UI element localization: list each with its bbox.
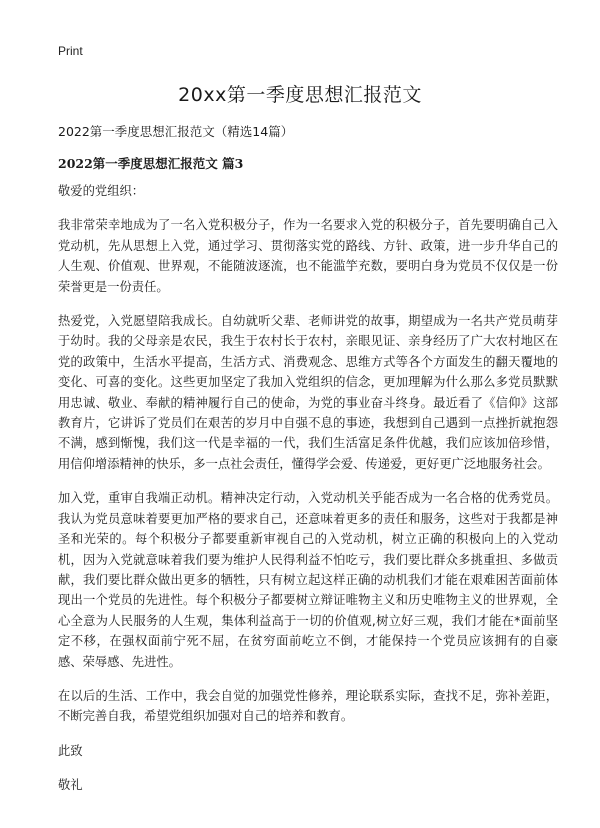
paragraph-2: 热爱党，入党愿望陪我成长。自幼就听父辈、老师讲党的故事，期望成为一名共产党员萌芽于幼时。我的父母亲是农民，我生于农村长于农村，亲眼见证、亲身经历了广大农村地区在党的政策中，生活水平提高，生活方式、消费观念、思维方式等各个方面发生的翻天覆地的变化、可喜的变化。这些更加坚定了我加入党组织的信念，更加理解为什么那么多党员默默用忠诚、敬业、奉献的精神履行自己的使命，为党的事业奋斗终身。最近看了《信仰》这部教育片，它讲诉了党员们在艰苦的岁月中自强不息的事迹，我想到自己遇到一点挫折就抱怨不满，感到惭愧，我们这一代是幸福的一代，我们生活富足条件优越，我们应该加倍珍惜，用信仰增添精神的快乐，多一点社会责任，懂得学会爱、传递爱，更好更广泛地服务社会。 [58, 314, 558, 471]
closing-line-1: 此致 [58, 743, 83, 758]
paragraph-3: 加入党，重审自我端正动机。精神决定行动，入党动机关乎能否成为一名合格的优秀党员。我认为党员意味着要更加严格的要求自己，还意味着更多的责任和服务，这些对于我都是神圣和光荣的。每个积极分子都要重新审视自己的入党动机，树立正确的积极向上的入党动机，因为入党就意味着我们要为维护人民得利益不怕吃亏，我们要比群众多挑重担、多做贡献，我们要比群众做出更多的牺牲，只有树立起这样正确的动机我们才能在艰难困苦面前体现出一个党员的先进性。每个积极分子都要树立辩证唯物主义和历史唯物主义的世界观，全心全意为人民服务的人生观，集体利益高于一切的价值观,树立好三观，我们才能在*面前坚定不移，在强权面前宁死不屈，在贫穷面前屹立不倒，才能保持一个党员应该拥有的自豪感、荣辱感、先进性。 [58, 491, 558, 669]
document-subtitle: 2022第一季度思想汇报范文（精选14篇） [58, 124, 294, 139]
closing-line-2: 敬礼 [58, 778, 83, 793]
salutation: 敬爱的党组织： [58, 184, 145, 198]
section-heading: 2022第一季度思想汇报范文 篇3 [58, 156, 244, 171]
document-body [58, 181, 558, 810]
paragraph-4: 在以后的生活、工作中，我会自觉的加强党性修养，理论联系实际，查找不足，弥补差距，不断完善自我，希望党组织加强对自己的培养和教育。 [58, 688, 558, 724]
document-title: 20xx第一季度思想汇报范文 [178, 84, 422, 106]
print-link[interactable]: Print [58, 44, 83, 58]
paragraph-1: 我非常荣幸地成为了一名入党积极分子，作为一名要求入党的积极分子，首先要明确自己入党动机，先从思想上入党，通过学习、贯彻落实党的路线、方针、政策，进一步升华自己的人生观、价值观、世界观，不能随波逐流，也不能滥竽充数，要明白身为党员不仅仅是一份荣誉更是一份责任。 [58, 218, 558, 294]
